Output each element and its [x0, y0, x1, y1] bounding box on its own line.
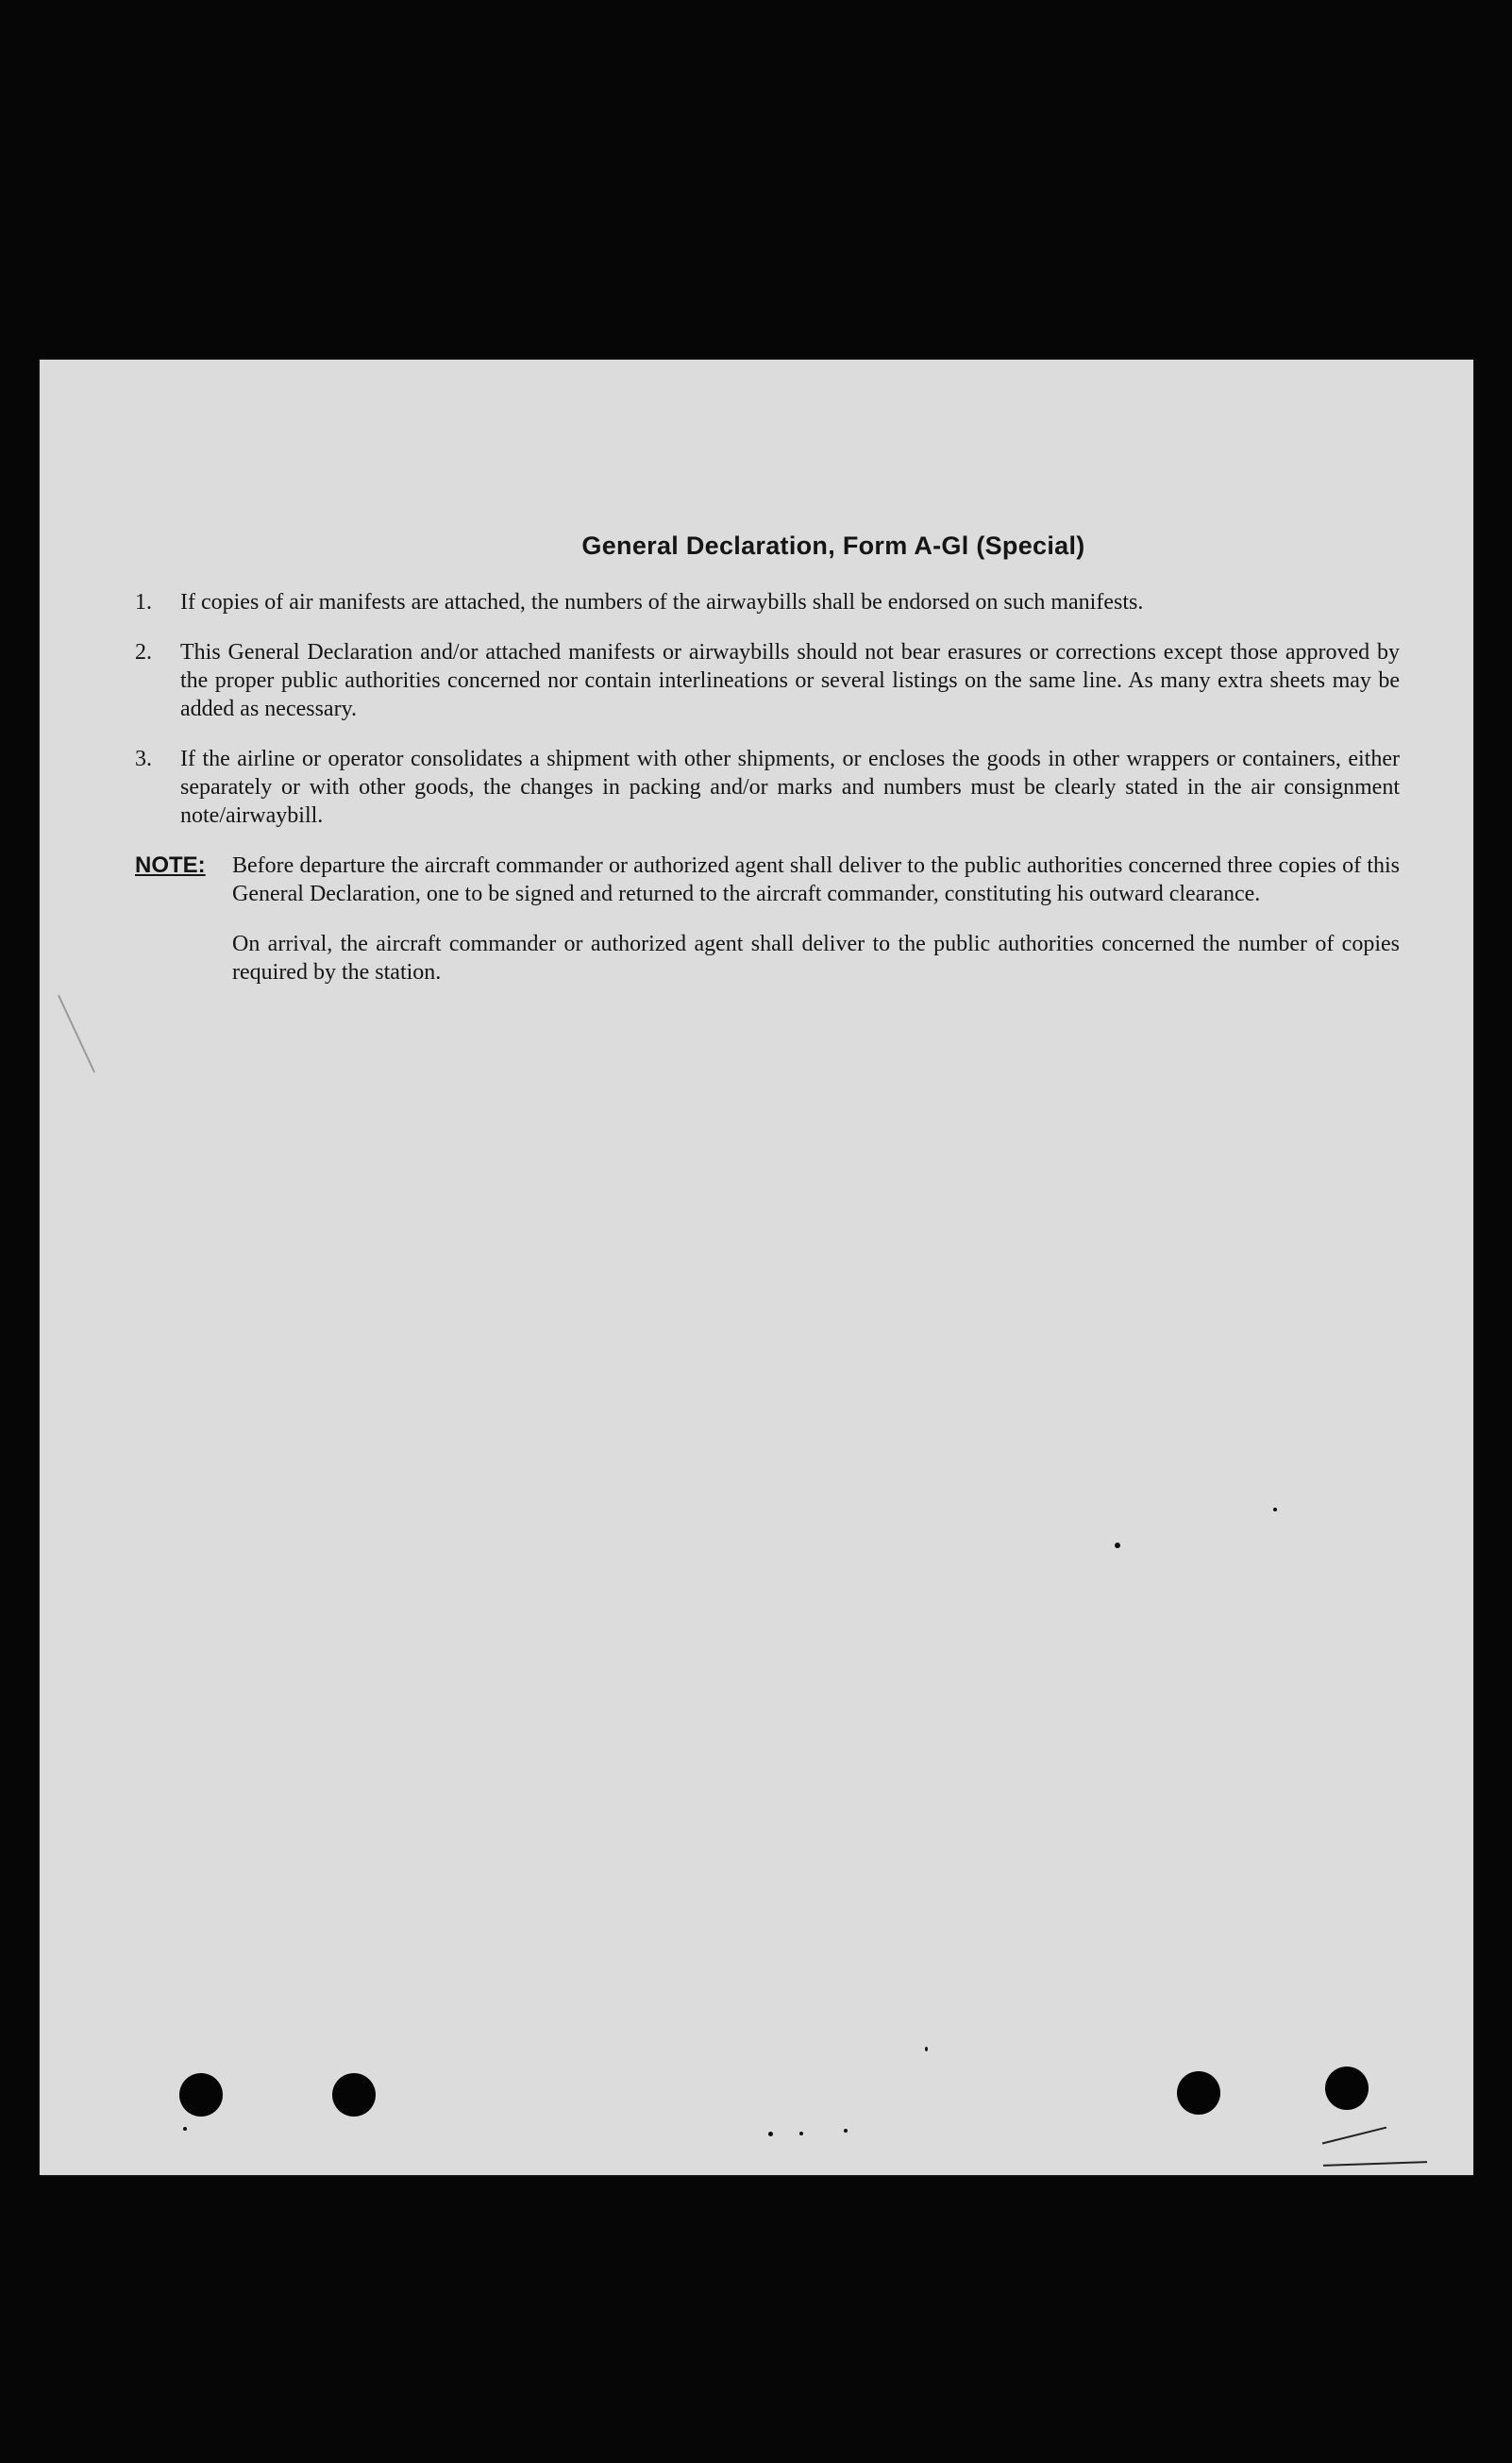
list-item-number: 3. [135, 747, 152, 771]
punch-hole [1177, 2071, 1220, 2115]
scan-streak [1323, 2161, 1427, 2167]
list-item-text: This General Declaration and/or attached manifests or airwaybills should not bear erasures or corrections except those approved by the proper public authorities concerned nor contain interlineations or several listings on the same line. As many extra sheets may be added as necessary. [180, 640, 1400, 721]
note-section [135, 852, 1400, 1008]
list-item-text: If the airline or operator consolidates a shipment with other shipments, or encloses the goods in other wrappers or containers, either separately or with other goods, the changes in packing and/or marks and numbers must be clearly stated in the air consignment note/airwaybill. [180, 747, 1400, 828]
note-paragraph: Before departure the aircraft commander or authorized agent shall deliver to the public authorities concerned three copies of this General Declaration, one to be signed and returned to the aircraft commander, constituting his outward clearance. [232, 853, 1400, 906]
scan-speck [1273, 1508, 1277, 1511]
scan-speck [768, 2132, 773, 2136]
scan-speck [799, 2132, 803, 2135]
list-item-text: If copies of air manifests are attached, the numbers of the airwaybills shall be endorsed on such manifests. [180, 590, 1144, 615]
list-item-number: 2. [135, 640, 152, 665]
punch-hole [332, 2073, 376, 2117]
scan-speck [1115, 1543, 1120, 1548]
punch-hole [1325, 2067, 1369, 2110]
note-label: NOTE: [135, 852, 206, 878]
list-item [135, 588, 1400, 616]
scan-speck [183, 2127, 187, 2131]
punch-hole [179, 2073, 223, 2117]
scan-speck [925, 2047, 928, 2051]
paper-sheet [40, 360, 1473, 2175]
document-body [135, 531, 1400, 1030]
scan-streak [1322, 2127, 1386, 2145]
scan-streak [58, 995, 95, 1072]
list-item [135, 745, 1400, 830]
scan-speck [844, 2129, 848, 2133]
note-paragraph: On arrival, the aircraft commander or authorized agent shall deliver to the public authorities concerned the number of copies required by the station. [232, 932, 1400, 985]
list-item-number: 1. [135, 590, 152, 615]
list-item [135, 638, 1400, 723]
note-body [232, 852, 1400, 1008]
document-title: General Declaration, Form A-Gl (Special) [581, 531, 1085, 560]
